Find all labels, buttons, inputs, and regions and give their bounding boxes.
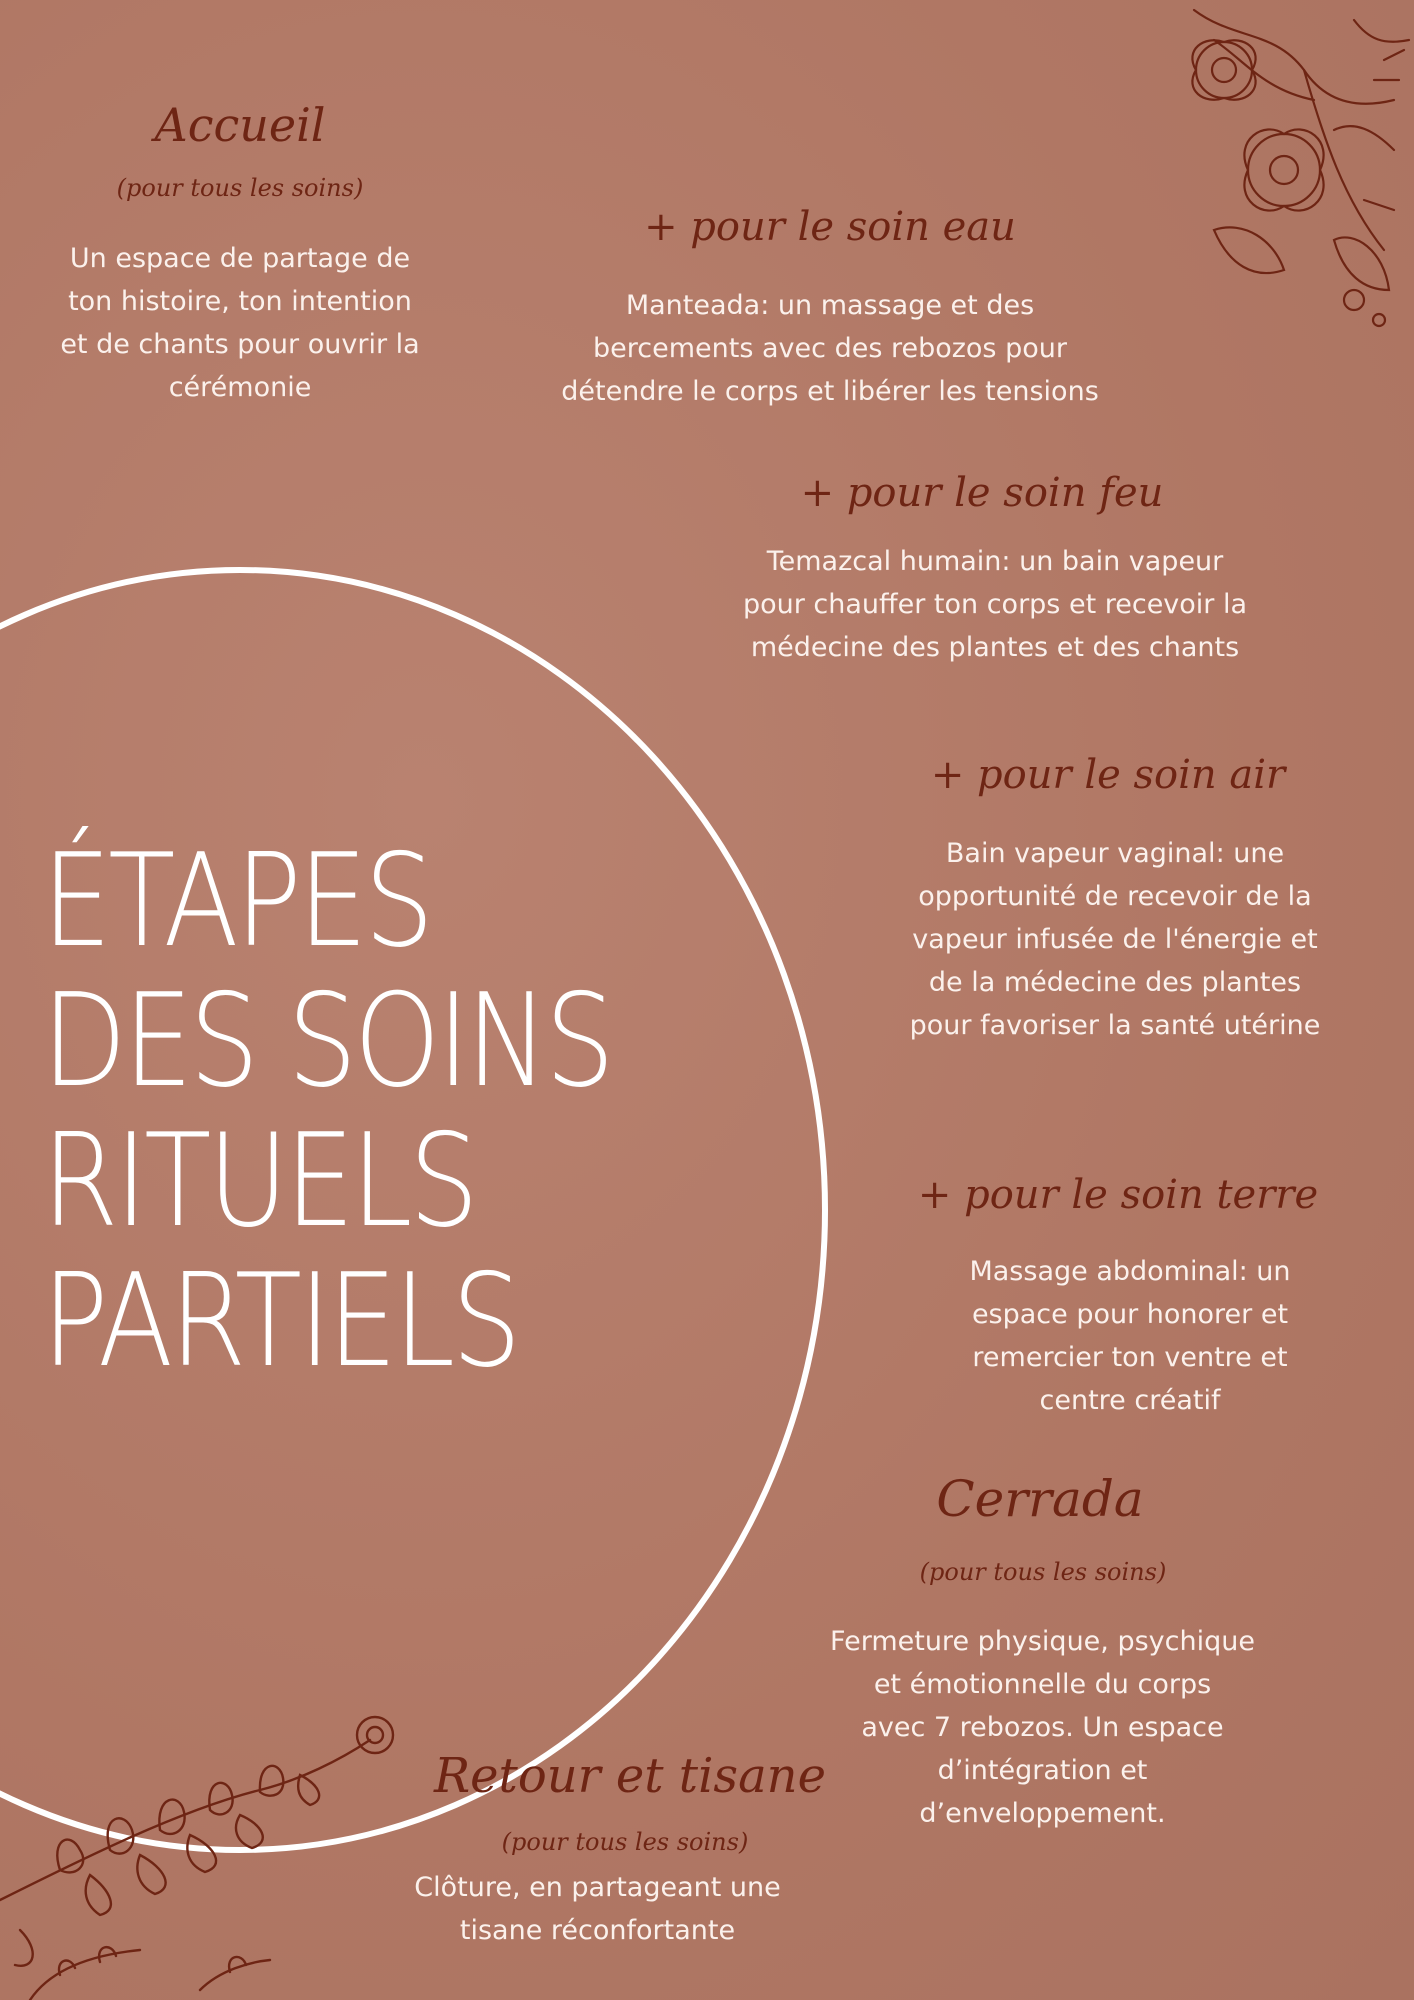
accueil-description: Un espace de partage de ton histoire, ton intention et de chants pour ouvrir la cérémonie (60, 243, 420, 403)
air-description: Bain vapeur vaginal: une opportunité de recevoir de la vapeur infusée de l'énergie et de la médecine des plantes pour favoriser la santé utérine (909, 838, 1321, 1041)
title-line: DES SOINS (42, 967, 612, 1116)
floral-sketch-icon (1154, 0, 1414, 360)
feu-description: Temazcal humain: un bain vapeur pour chauffer ton corps et recevoir la médecine des plantes et des chants (742, 546, 1248, 663)
cerrada-description: Fermeture physique, psychique et émotionnelle du corps avec 7 rebozos. Un espace d’intégration et d’enveloppement. (830, 1626, 1255, 1829)
eau-description: Manteada: un massage et des bercements avec des rebozos pour détendre le corps et libérer les tensions (561, 290, 1099, 407)
eau-heading: + pour le soin eau (644, 204, 1016, 250)
feu-heading: + pour le soin feu (800, 470, 1164, 516)
air-heading: + pour le soin air (930, 752, 1286, 798)
retour-heading: Retour et tisane (433, 1748, 826, 1804)
terre-heading: + pour le soin terre (917, 1172, 1319, 1218)
accueil-subheading: (pour tous les soins) (116, 174, 364, 202)
cerrada-subheading: (pour tous les soins) (919, 1558, 1167, 1586)
title-line: RITUELS (42, 1107, 476, 1256)
accueil-heading: Accueil (154, 98, 326, 152)
title-line: ÉTAPES (42, 827, 431, 976)
leafy-branch-icon (0, 1700, 420, 2000)
retour-subheading: (pour tous les soins) (501, 1828, 749, 1856)
retour-description: Clôture, en partageant une tisane réconfortante (414, 1872, 781, 1946)
title-line: PARTIELS (42, 1247, 519, 1396)
cerrada-heading: Cerrada (936, 1470, 1144, 1528)
page-title (42, 827, 612, 1396)
terre-description: Massage abdominal: un espace pour honorer et remercier ton ventre et centre créatif (969, 1256, 1291, 1416)
